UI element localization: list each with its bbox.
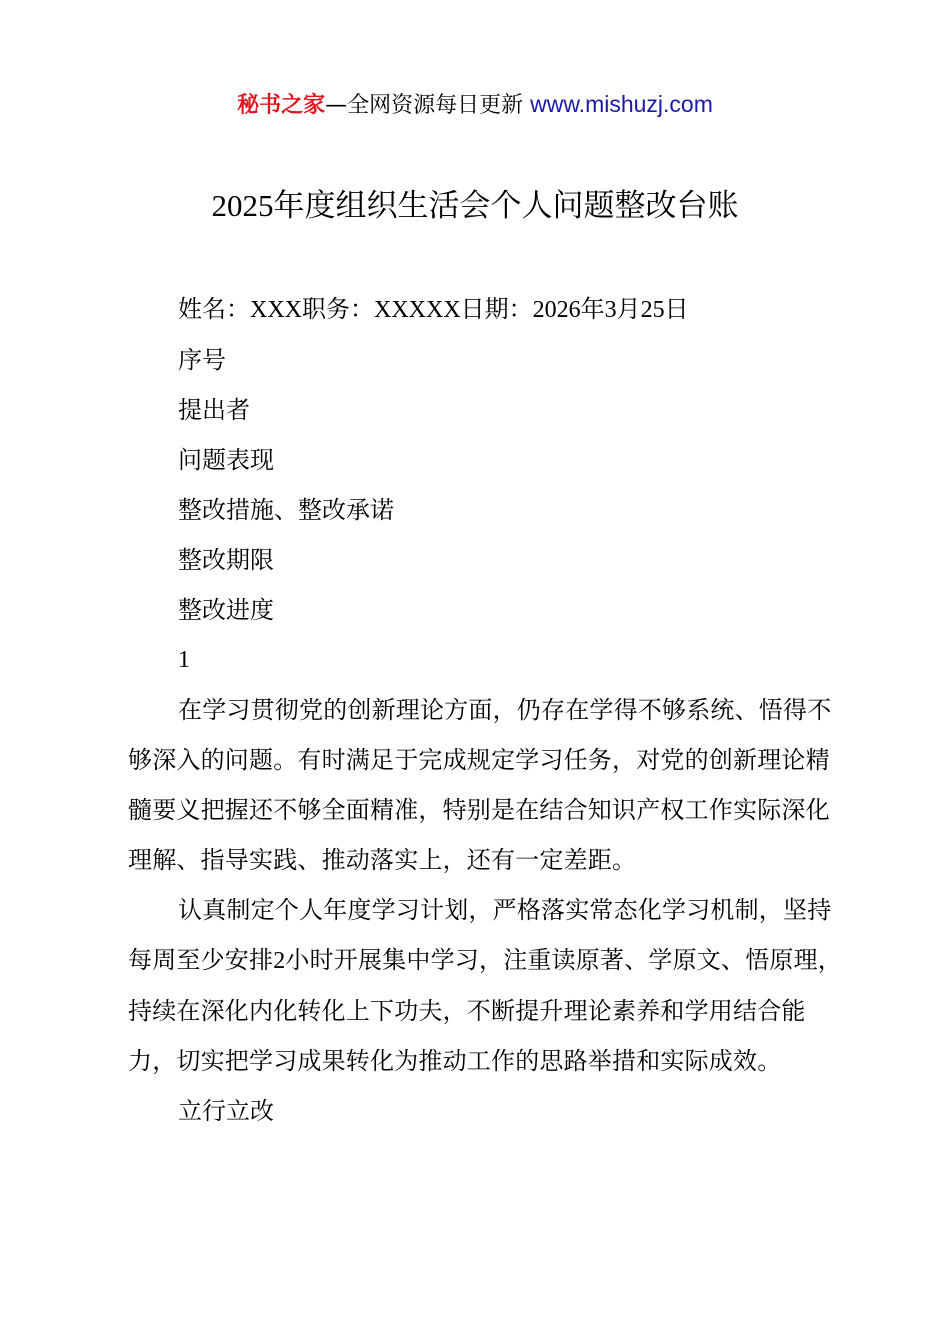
- position-label: 职务：: [302, 295, 374, 323]
- date-month-unit: 月: [616, 295, 641, 323]
- position-value: XXXXX: [374, 297, 461, 323]
- column-header-deadline: 整改期限: [178, 546, 274, 574]
- date-month: 3: [604, 297, 617, 323]
- date-day-unit: 日: [664, 295, 689, 323]
- measure-part1: 认真制定个人年度学习计划，严格落实常态化学习机制，坚持每周至少安排: [128, 896, 832, 974]
- document-body: [128, 284, 844, 1136]
- document-title: [0, 185, 950, 227]
- meta-line: [128, 284, 844, 335]
- site-tagline: —全网资源每日更新: [325, 93, 524, 118]
- name-value: XXX: [250, 297, 302, 323]
- column-header-index: 序号: [178, 346, 226, 374]
- date-year: 2026: [532, 297, 581, 323]
- column-header-measures: 整改措施、整改承诺: [178, 496, 394, 524]
- name-label: 姓名：: [178, 295, 250, 323]
- site-brand: 秘书之家: [237, 93, 326, 118]
- row-deadline: 立行立改: [178, 1097, 274, 1125]
- row-index: 1: [178, 647, 190, 673]
- row-problem-text: 在学习贯彻党的创新理论方面，仍存在学得不够系统、悟得不够深入的问题。有时满足于完成规定学习任务，对党的创新理论精髓要义把握还不够全面精准，特别是在结合知识产权工作实际深化理解、指导实践、推动落实上，还有一定差距。: [128, 696, 832, 874]
- date-day: 25: [640, 297, 665, 323]
- date-year-unit: 年: [580, 295, 605, 323]
- measure-hours: 2: [273, 948, 286, 974]
- site-header: [0, 88, 950, 122]
- site-url-link[interactable]: www.mishuzj.com: [530, 91, 713, 117]
- row-measure-text: [128, 885, 844, 1086]
- measure-part2: 小时开展集中学习，注重读原著、学原文、悟原理，持续在深化内化转化上下功夫，不断提升理论素养和学用结合能力，切实把学习成果转化为推动工作的思路举措和实际成效。: [128, 946, 843, 1075]
- column-header-problem: 问题表现: [178, 446, 274, 474]
- column-header-progress: 整改进度: [178, 596, 274, 624]
- date-label: 日期：: [460, 295, 533, 323]
- column-header-proposer: 提出者: [178, 396, 250, 424]
- title-year: 2025: [211, 188, 274, 223]
- title-text: 年度组织生活会个人问题整改台账: [273, 188, 739, 224]
